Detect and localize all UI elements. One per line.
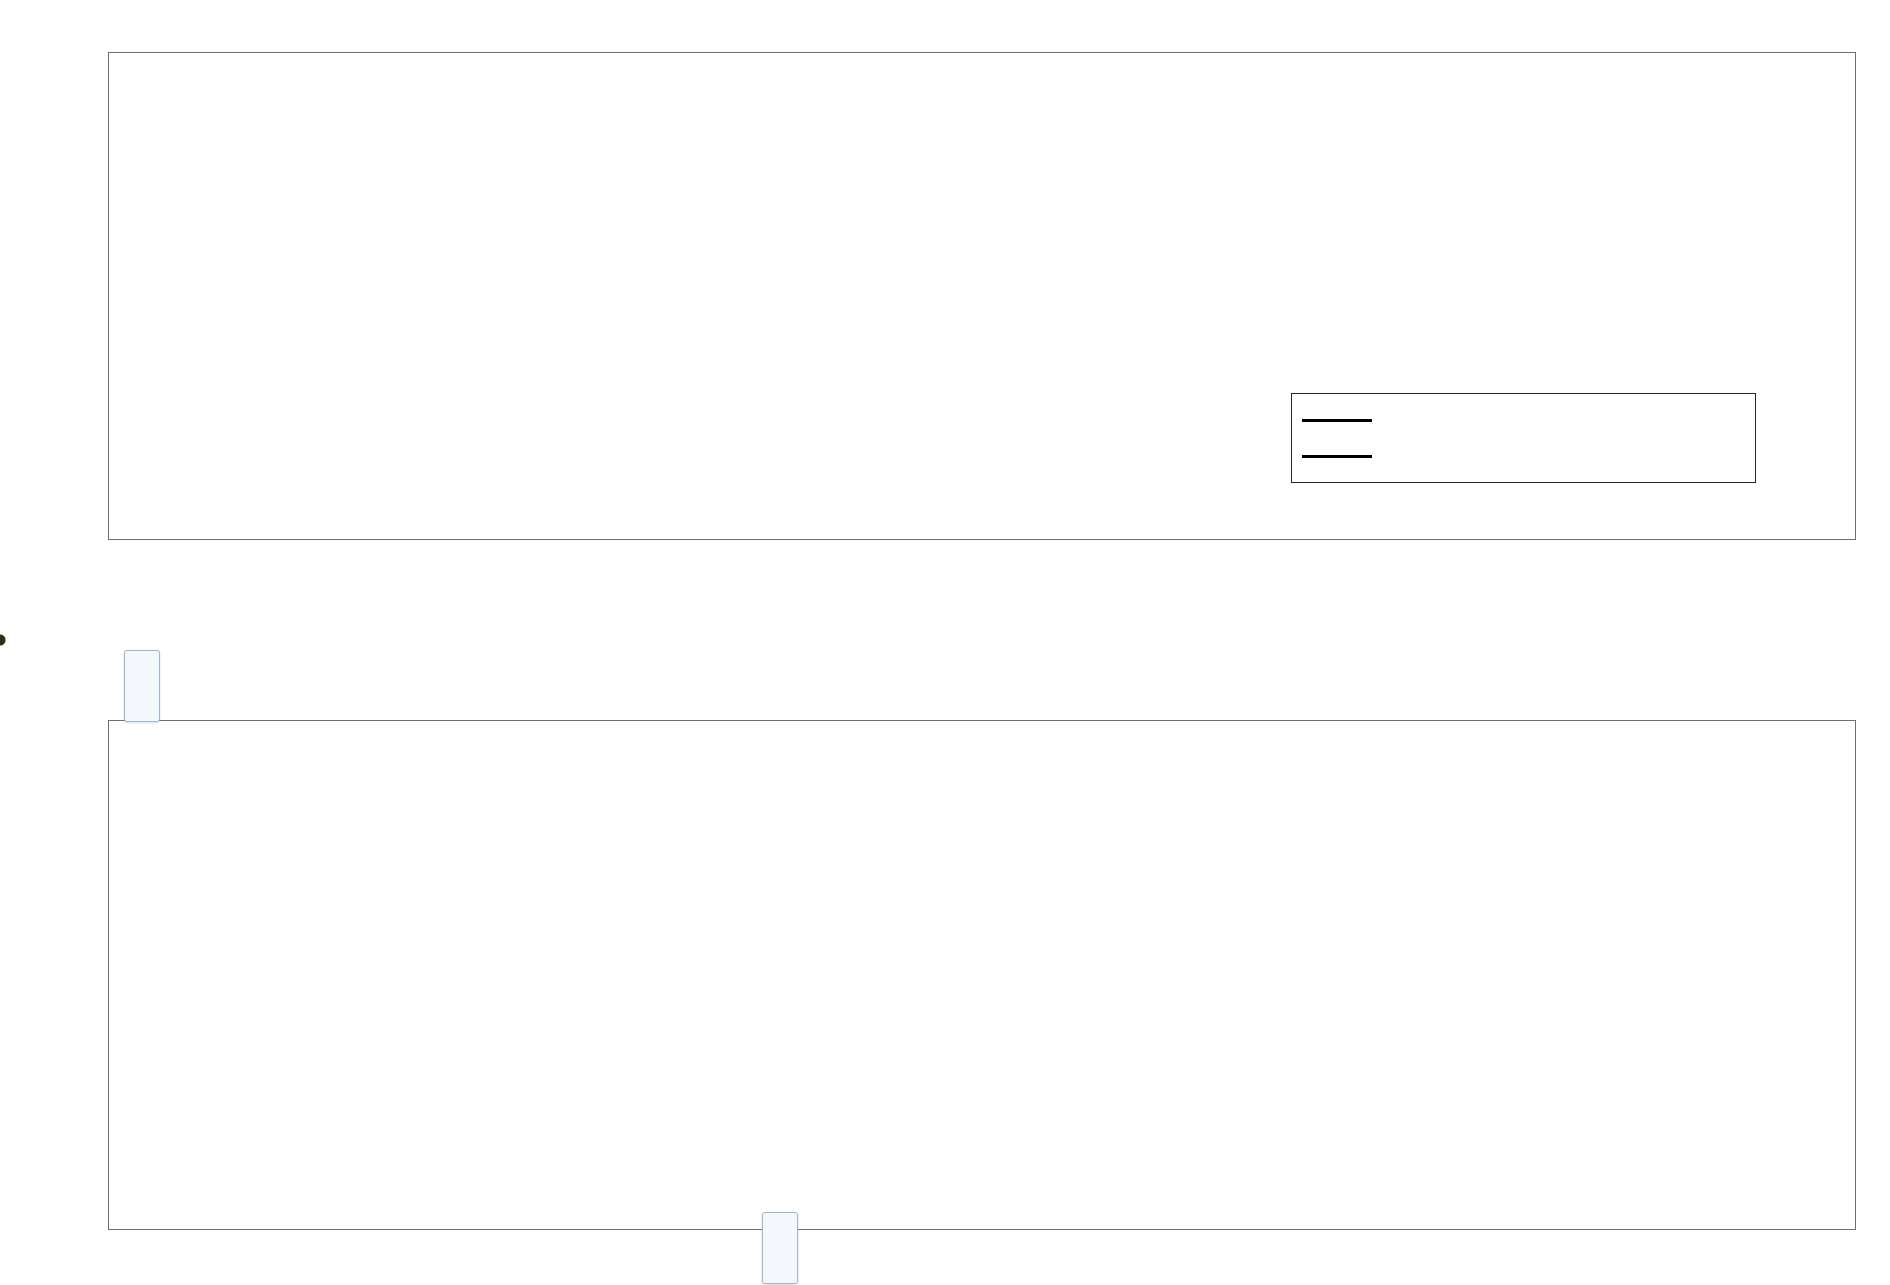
panel-temperature-residual — [0, 640, 1890, 1285]
plot-area-bottom — [108, 720, 1856, 1230]
datatip-min[interactable] — [762, 1212, 798, 1284]
datatip-peak[interactable] — [124, 650, 160, 722]
datatip-peak-y — [137, 685, 145, 713]
datatip-peak-x — [137, 657, 145, 685]
legend-swatch-model — [1302, 419, 1372, 422]
datatip-min-y — [775, 1247, 783, 1275]
panel-metal-temperature — [0, 0, 1890, 620]
datatip-min-x — [775, 1219, 783, 1247]
legend-top — [1291, 393, 1756, 483]
plot-area-top — [108, 52, 1856, 540]
legend-item-experimental — [1302, 438, 1741, 474]
legend-item-model — [1302, 402, 1741, 438]
legend-swatch-experimental — [1302, 455, 1372, 458]
series-container-bottom — [109, 721, 1855, 1229]
datatip-min-marker — [0, 635, 6, 646]
